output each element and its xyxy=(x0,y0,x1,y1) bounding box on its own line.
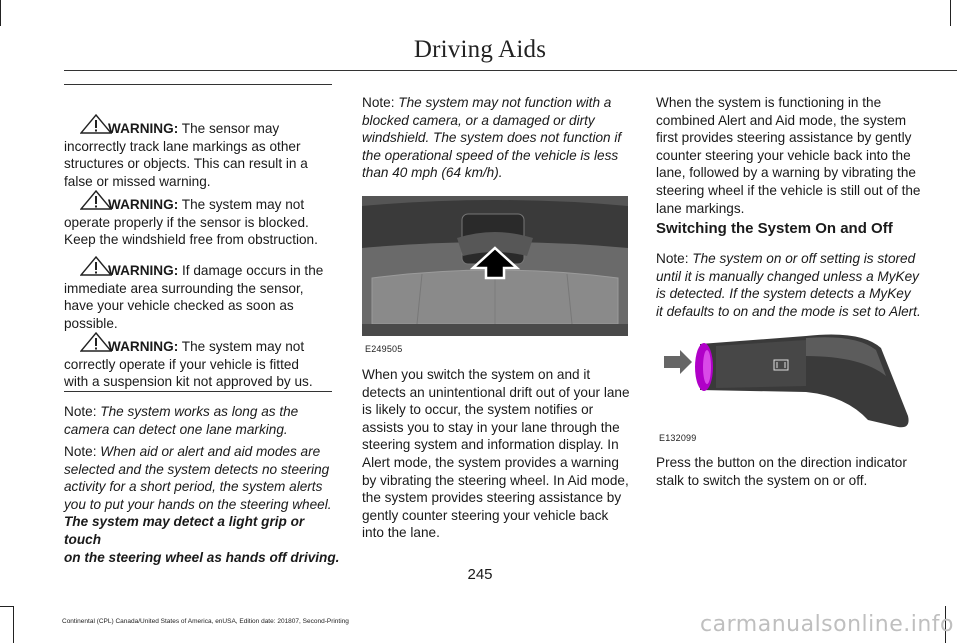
warning-text-line: The system may not xyxy=(181,339,305,354)
note-mykey xyxy=(656,250,936,320)
note-label: Note: xyxy=(362,95,395,110)
note-text-line: windshield. The system does not function if xyxy=(362,130,622,146)
note-bold-line: on the steering wheel as hands off driving. xyxy=(64,549,340,565)
note-label: Note: xyxy=(64,404,97,419)
warning-text-line: have your vehicle checked as soon as xyxy=(64,298,294,314)
note-text-line: The system on or off setting is stored xyxy=(692,251,916,266)
page-title: Driving Aids xyxy=(413,36,547,63)
paragraph-line: When the system is functioning in the xyxy=(656,95,882,110)
alert-aid-paragraph xyxy=(656,94,936,217)
warning-triangle-icon xyxy=(80,114,112,134)
note-text-line: than 40 mph (64 km/h). xyxy=(362,165,503,181)
warning-1 xyxy=(64,120,334,190)
note-label: Note: xyxy=(656,251,689,266)
warning-triangle-icon xyxy=(80,256,112,276)
note-text-line: The system works as long as the xyxy=(100,404,299,419)
paragraph-line: steering system and information display. In xyxy=(362,437,619,453)
paragraph-line: stalk to switch the system on or off. xyxy=(656,472,868,488)
paragraph-line: Alert mode, the system provides a warning xyxy=(362,454,619,470)
paragraph-line: lane, followed by a warning by vibrating the xyxy=(656,165,916,181)
note-bold-line: The system may detect a light grip or touch xyxy=(64,514,305,547)
warning-3 xyxy=(64,262,334,332)
stalk-caption xyxy=(656,454,936,489)
warning-text-line: immediate area surrounding the sensor, xyxy=(64,280,304,296)
warning-text-line: with a suspension kit not approved by us. xyxy=(64,374,313,390)
crop-mark-top-left xyxy=(0,0,1,26)
warning-triangle-icon xyxy=(80,190,112,210)
note-camera-blocked xyxy=(362,94,637,182)
warning-text-line: correctly operate if your vehicle is fitted xyxy=(64,356,299,372)
paragraph-line: into the lane. xyxy=(362,525,440,541)
note-text-line: until it is manually changed unless a MyKey xyxy=(656,268,919,284)
note-camera-detect xyxy=(64,403,339,438)
warning-text-line: The sensor may xyxy=(181,121,280,136)
warning-2 xyxy=(64,196,334,249)
paragraph-line: counter steering your vehicle back into the xyxy=(656,147,911,163)
warning-text-line: Keep the windshield free from obstruction. xyxy=(64,232,318,248)
warning-text-line: operate properly if the sensor is blocked. xyxy=(64,214,309,230)
paragraph-line: is likely to occur, the system notifies or xyxy=(362,402,594,418)
warning-text-line: possible. xyxy=(64,315,118,331)
figure-code: E132099 xyxy=(659,433,697,443)
crop-mark-bottom-left-v xyxy=(13,606,14,643)
section-heading: Switching the System On and Off xyxy=(656,220,893,237)
paragraph-line: lane markings. xyxy=(656,200,745,216)
warning-text-line: false or missed warning. xyxy=(64,173,211,189)
paragraph-line: gently counter steering your vehicle back xyxy=(362,507,609,523)
warning-label: WARNING: xyxy=(108,339,179,354)
warning-label: WARNING: xyxy=(108,121,179,136)
note-hands-off xyxy=(64,443,344,566)
page-number: 245 xyxy=(467,566,493,583)
paragraph-line: steering wheel if the vehicle is still out of the xyxy=(656,182,921,198)
note-text-line: the operational speed of the vehicle is less xyxy=(362,147,619,163)
edition-footer: Continental (CPL) Canada/United States of America, enUSA, Edition date: 201807, Second-Printing xyxy=(62,618,349,625)
warning-text-line: incorrectly track lane markings as other xyxy=(64,138,301,154)
note-label: Note: xyxy=(64,444,97,459)
note-text-line: The system may not function with a xyxy=(398,95,612,110)
figure-code: E249505 xyxy=(365,344,403,354)
warning-text-line: If damage occurs in the xyxy=(182,263,324,278)
paragraph-line: Press the button on the direction indicator xyxy=(656,455,907,470)
paragraph-line: first provides steering assistance by gently xyxy=(656,130,912,146)
crop-mark-top-right xyxy=(950,0,951,26)
warning-triangle-icon xyxy=(80,332,112,352)
lane-drift-paragraph xyxy=(362,366,642,542)
paragraph-line: combined Alert and Aid mode, the system xyxy=(656,112,907,128)
note-text-line: it defaults to on and the mode is set to Alert. xyxy=(656,303,921,319)
note-text-line: blocked camera, or a damaged or dirty xyxy=(362,112,595,128)
note-text-line: activity for a short period, the system alerts xyxy=(64,479,323,495)
title-divider xyxy=(64,70,957,71)
paragraph-line: detects an unintentional drift out of your lane xyxy=(362,384,630,400)
warning-label: WARNING: xyxy=(108,197,179,212)
note-text-line: camera can detect one lane marking. xyxy=(64,421,288,437)
camera-windshield-figure xyxy=(362,196,628,336)
paragraph-line: assists you to stay in your lane through the xyxy=(362,419,620,435)
paragraph-line: by vibrating the steering wheel. In Aid mode, xyxy=(362,472,629,488)
warning-label: WARNING: xyxy=(108,263,179,278)
site-watermark: carmanualsonline.info xyxy=(700,612,954,637)
note-text-line: When aid or alert and aid modes are xyxy=(100,444,321,459)
note-text-line: selected and the system detects no steering xyxy=(64,461,330,477)
indicator-stalk-figure xyxy=(656,326,918,430)
warning-text-line: The system may not xyxy=(181,197,305,212)
note-text-line: is detected. If the system detects a MyKey xyxy=(656,286,911,302)
crop-mark-bottom-left xyxy=(0,606,14,607)
paragraph-line: the system provides steering assistance by xyxy=(362,490,622,506)
note-text-line: you to put your hands on the steering wheel. xyxy=(64,496,332,512)
warning-text-line: structures or objects. This can result in a xyxy=(64,156,308,172)
paragraph-line: When you switch the system on and it xyxy=(362,367,591,382)
warning-4 xyxy=(64,338,334,391)
